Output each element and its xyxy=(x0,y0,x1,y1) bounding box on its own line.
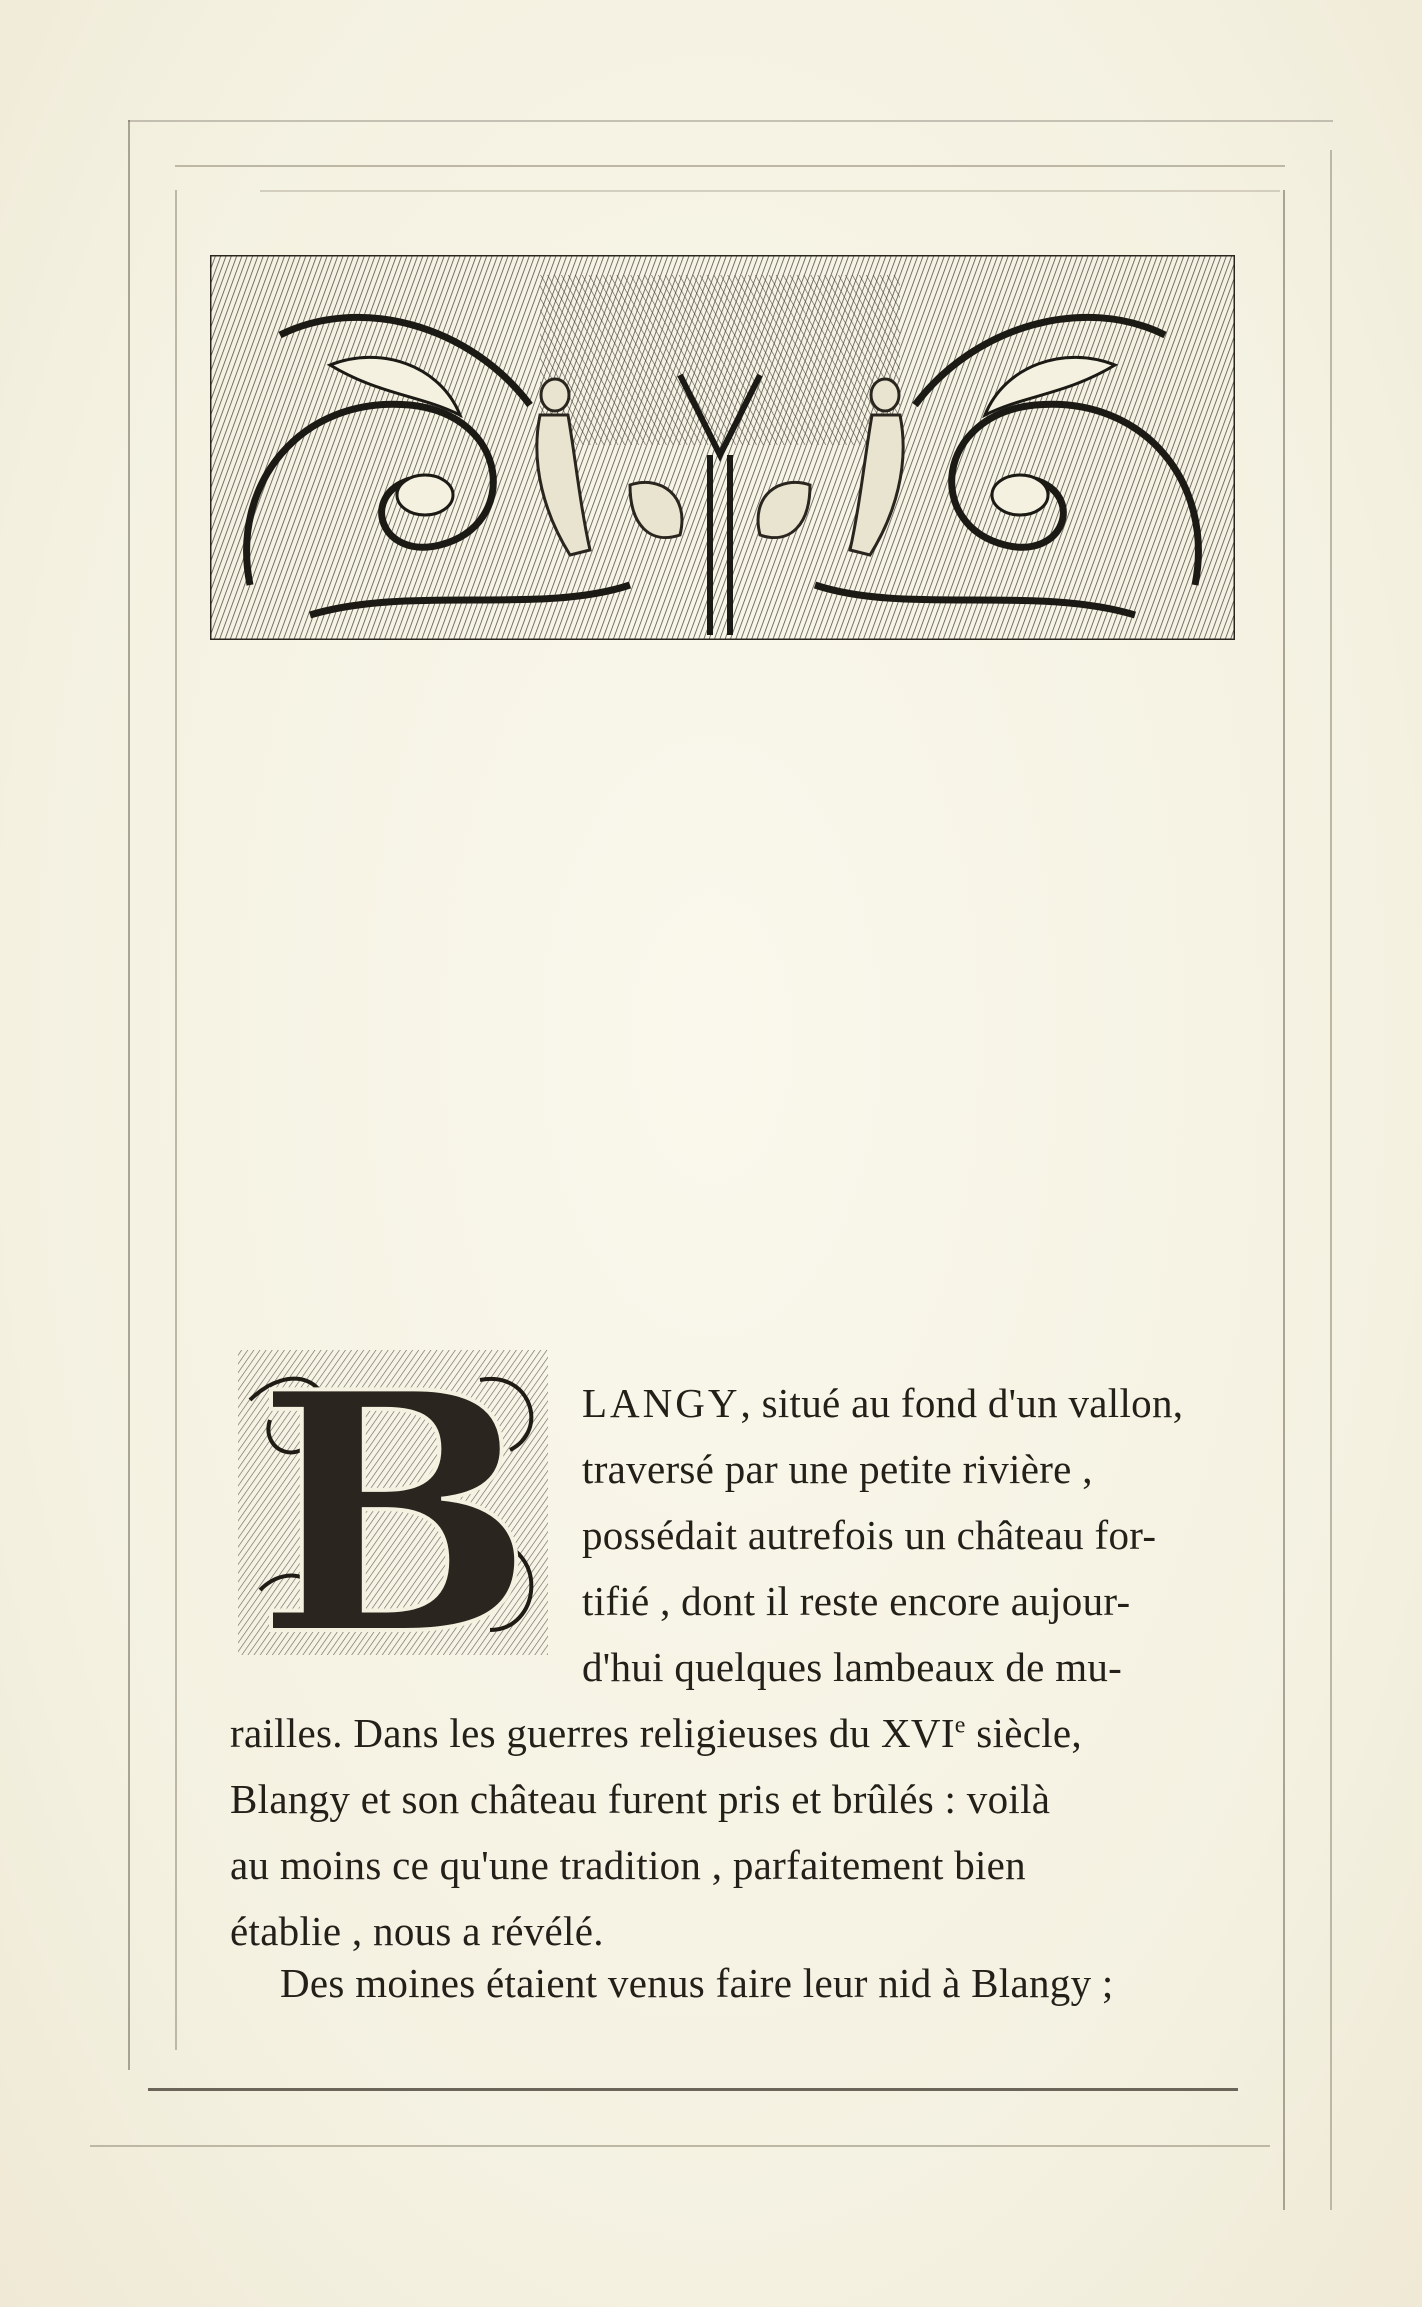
frame-left-inner-rule xyxy=(175,190,177,2050)
line-text: traversé par une petite rivière , xyxy=(582,1446,1093,1492)
frame-left-rule xyxy=(128,120,130,2070)
text-line xyxy=(582,1634,1182,1700)
line-text: railles. Dans les guerres religieuses du XVI xyxy=(230,1710,955,1756)
paragraph-1-full xyxy=(230,1700,1185,1964)
drop-cap-letter: B xyxy=(255,1340,535,1670)
frame-right-outer-rule xyxy=(1330,150,1332,2210)
drop-cap-initial xyxy=(230,1340,560,1670)
frame-top-inner-rule xyxy=(175,165,1285,167)
line-text: Des moines étaient venus faire leur nid à Blangy ; xyxy=(280,1960,1114,2006)
paragraph-2 xyxy=(280,1950,1185,2016)
text-line xyxy=(582,1568,1182,1634)
frame-bottom-rule xyxy=(148,2088,1238,2091)
text-line xyxy=(280,1950,1185,2016)
frame-top-inner-rule-2 xyxy=(260,190,1280,192)
line-text: tifié , dont il reste encore aujour- xyxy=(582,1578,1131,1624)
line-text: au moins ce qu'une tradition , parfaitement bien xyxy=(230,1842,1026,1888)
frame-bottom-outer-rule xyxy=(90,2145,1270,2147)
paragraph-1-indented xyxy=(582,1370,1182,1700)
line-text: Blangy et son château furent pris et brûlés : voilà xyxy=(230,1776,1051,1822)
line-text: établie , nous a révélé. xyxy=(230,1908,604,1954)
ornamental-vignette xyxy=(210,255,1235,640)
text-line xyxy=(582,1370,1182,1436)
text-line xyxy=(230,1832,1185,1898)
frame-right-rule xyxy=(1283,190,1285,2210)
ornamental-initial-icon xyxy=(230,1340,560,1670)
line-text: d'hui quelques lambeaux de mu- xyxy=(582,1644,1123,1690)
line-text: , situé au fond d'un vallon, xyxy=(740,1380,1184,1426)
text-line xyxy=(230,1700,1185,1766)
line-text-end: siècle, xyxy=(965,1710,1082,1756)
frame-top-rule xyxy=(128,120,1333,122)
lead-word: LANGY xyxy=(582,1380,741,1426)
text-line xyxy=(582,1436,1182,1502)
ornamental-vignette-icon xyxy=(210,255,1235,640)
century-superscript: e xyxy=(954,1712,966,1739)
text-line xyxy=(230,1766,1185,1832)
text-line xyxy=(582,1502,1182,1568)
line-text: possédait autrefois un château for- xyxy=(582,1512,1157,1558)
